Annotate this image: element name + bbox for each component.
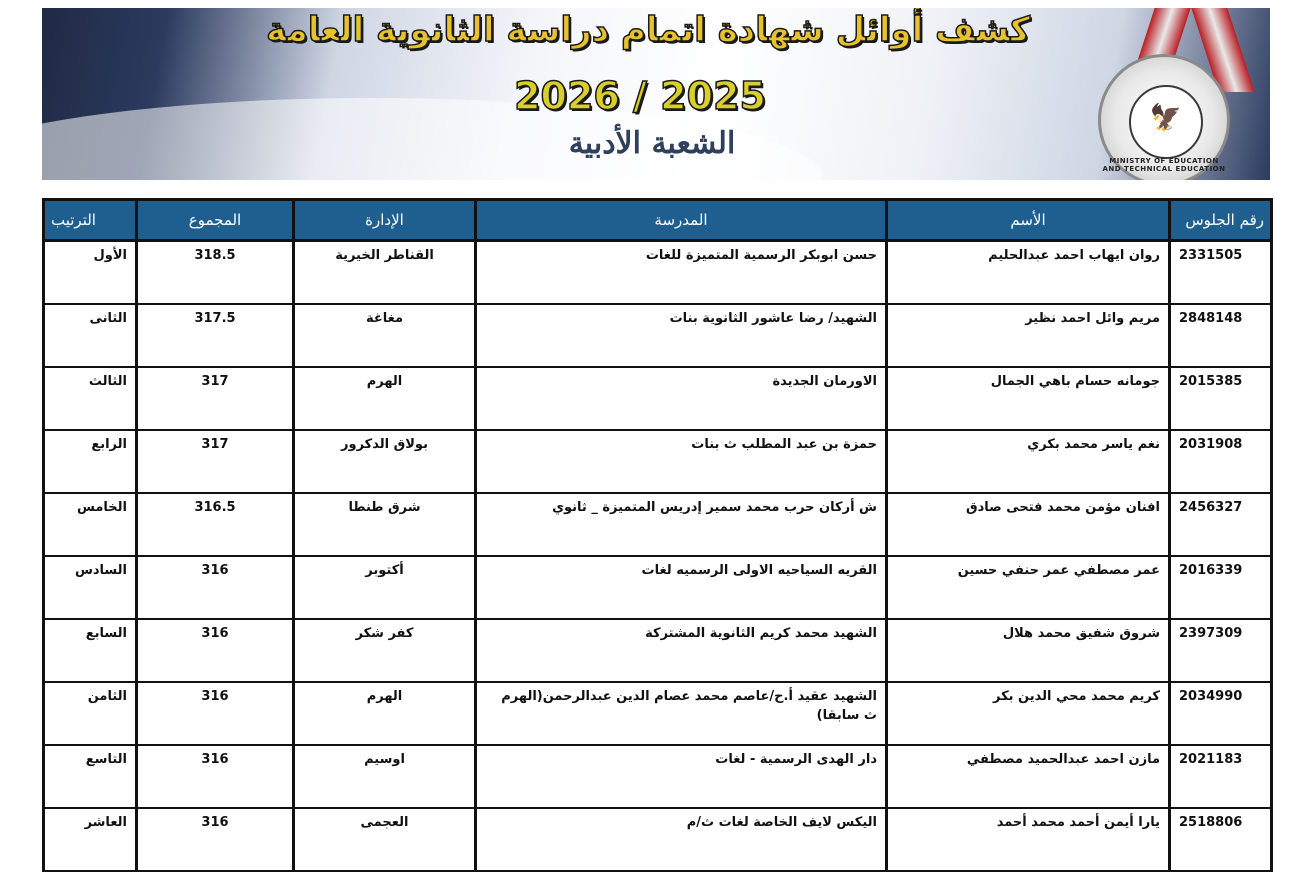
department-cell: القناطر الخيرية: [294, 241, 476, 305]
header-department: الإدارة: [294, 200, 476, 241]
seat-number-cell: 2031908: [1170, 430, 1272, 493]
logo-ring-text: MINISTRY OF EDUCATION AND TECHNICAL EDUCATION: [1102, 157, 1226, 173]
academic-year: 2026 / 2025: [514, 74, 766, 118]
rank-cell: الثالث: [44, 367, 137, 430]
total-score-cell: 317: [137, 367, 294, 430]
table-row: [44, 745, 1272, 808]
header-school: المدرسة: [476, 200, 887, 241]
total-score-cell: 318.5: [137, 241, 294, 305]
header-name: الأسم: [887, 200, 1170, 241]
school-cell: حسن ابوبكر الرسمية المتميزة للغات: [476, 241, 887, 305]
total-score-cell: 316: [137, 808, 294, 871]
school-cell: اليكس لايف الخاصة لغات ث/م: [476, 808, 887, 871]
school-cell: الاورمان الجديدة: [476, 367, 887, 430]
school-cell: الشهيد/ رضا عاشور الثانوية بنات: [476, 304, 887, 367]
table-row: [44, 241, 1272, 305]
school-cell: الشهيد محمد كريم الثانوية المشتركة: [476, 619, 887, 682]
rank-cell: الثانى: [44, 304, 137, 367]
rank-cell: العاشر: [44, 808, 137, 871]
student-name-cell: كريم محمد محي الدين بكر: [887, 682, 1170, 745]
seat-number-cell: 2034990: [1170, 682, 1272, 745]
top-students-table: [42, 198, 1273, 872]
department-cell: أكتوبر: [294, 556, 476, 619]
rank-cell: الأول: [44, 241, 137, 305]
seat-number-cell: 2848148: [1170, 304, 1272, 367]
header-seat-number: رقم الجلوس: [1170, 200, 1272, 241]
total-score-cell: 316: [137, 556, 294, 619]
table-row: [44, 682, 1272, 745]
seat-number-cell: 2015385: [1170, 367, 1272, 430]
results-banner: [42, 8, 1270, 180]
ministry-logo: [1098, 54, 1230, 180]
department-cell: مغاغة: [294, 304, 476, 367]
department-cell: كفر شكر: [294, 619, 476, 682]
branch-title: الشعبة الأدبية: [568, 126, 736, 161]
department-cell: الهرم: [294, 367, 476, 430]
rank-cell: التاسع: [44, 745, 137, 808]
school-cell: حمزة بن عبد المطلب ث بنات: [476, 430, 887, 493]
total-score-cell: 316: [137, 682, 294, 745]
rank-cell: السادس: [44, 556, 137, 619]
student-name-cell: جومانه حسام باهي الجمال: [887, 367, 1170, 430]
total-score-cell: 316: [137, 745, 294, 808]
school-cell: الشهيد عقيد أ.ح/عاصم محمد عصام الدين عبدالرحمن(الهرم ث سابقا): [476, 682, 887, 745]
school-cell: دار الهدى الرسمية - لغات: [476, 745, 887, 808]
table-row: [44, 619, 1272, 682]
rank-cell: الخامس: [44, 493, 137, 556]
total-score-cell: 317: [137, 430, 294, 493]
table-row: [44, 493, 1272, 556]
rank-cell: الثامن: [44, 682, 137, 745]
seat-number-cell: 2331505: [1170, 241, 1272, 305]
student-name-cell: عمر مصطفي عمر حنفي حسين: [887, 556, 1170, 619]
table-row: [44, 367, 1272, 430]
student-name-cell: مازن احمد عبدالحميد مصطفي: [887, 745, 1170, 808]
seat-number-cell: 2456327: [1170, 493, 1272, 556]
table-row: [44, 304, 1272, 367]
student-name-cell: مريم وائل احمد نظير: [887, 304, 1170, 367]
table-row: [44, 430, 1272, 493]
logo-center: [1129, 85, 1203, 159]
table-header-row: [44, 200, 1272, 241]
total-score-cell: 316.5: [137, 493, 294, 556]
department-cell: الهرم: [294, 682, 476, 745]
table-row: [44, 808, 1272, 871]
student-name-cell: يارا أيمن أحمد محمد أحمد: [887, 808, 1170, 871]
seat-number-cell: 2518806: [1170, 808, 1272, 871]
seat-number-cell: 2021183: [1170, 745, 1272, 808]
header-rank: الترتيب: [44, 200, 137, 241]
total-score-cell: 316: [137, 619, 294, 682]
seat-number-cell: 2397309: [1170, 619, 1272, 682]
seat-number-cell: 2016339: [1170, 556, 1272, 619]
banner-title: كشف أوائل شهادة اتمام دراسة الثانوية العامة: [266, 10, 1030, 50]
student-name-cell: افنان مؤمن محمد فتحى صادق: [887, 493, 1170, 556]
department-cell: شرق طنطا: [294, 493, 476, 556]
department-cell: اوسيم: [294, 745, 476, 808]
table-row: [44, 556, 1272, 619]
school-cell: القريه السياحيه الاولى الرسميه لغات: [476, 556, 887, 619]
department-cell: العجمى: [294, 808, 476, 871]
school-cell: ش أركان حرب محمد سمير إدريس المتميزة _ ثانوي: [476, 493, 887, 556]
rank-cell: الرابع: [44, 430, 137, 493]
total-score-cell: 317.5: [137, 304, 294, 367]
student-name-cell: شروق شفيق محمد هلال: [887, 619, 1170, 682]
department-cell: بولاق الدكرور: [294, 430, 476, 493]
student-name-cell: روان ايهاب احمد عبدالحليم: [887, 241, 1170, 305]
rank-cell: السابع: [44, 619, 137, 682]
eagle-icon: 🦅: [1149, 103, 1183, 133]
header-total: المجموع: [137, 200, 294, 241]
student-name-cell: نغم ياسر محمد بكري: [887, 430, 1170, 493]
